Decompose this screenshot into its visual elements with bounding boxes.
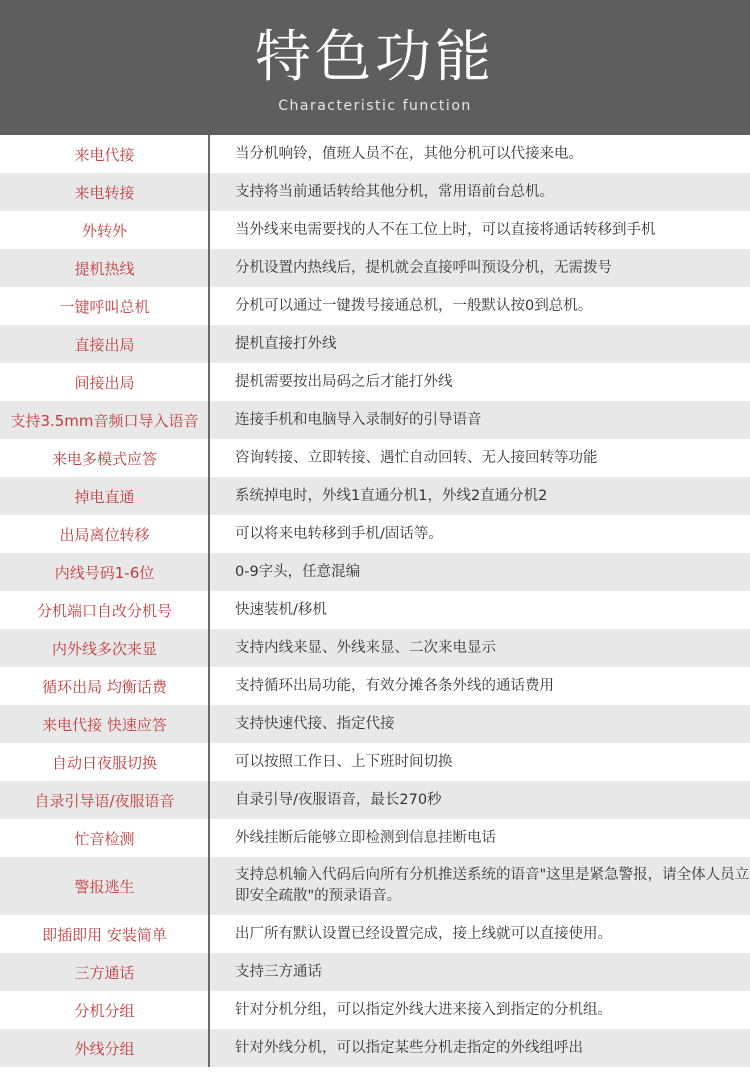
table-row bbox=[0, 857, 750, 915]
table-row bbox=[0, 591, 750, 629]
feature-description: 支持将当前通话转给其他分机，常用语前台总机。 bbox=[235, 183, 554, 200]
feature-name: 来电多模式应答 bbox=[51, 449, 157, 468]
feature-name: 一键呼叫总机 bbox=[59, 297, 150, 316]
table-row bbox=[0, 287, 750, 325]
table-row bbox=[0, 629, 750, 667]
table-row bbox=[0, 743, 750, 781]
feature-description: 当外线来电需要找的人不在工位上时，可以直接将通话转移到手机 bbox=[235, 221, 656, 238]
feature-name: 忙音检测 bbox=[74, 829, 135, 848]
column-divider bbox=[208, 135, 210, 1067]
feature-description: 针对分机分组，可以指定外线大进来接入到指定的分机组。 bbox=[235, 1001, 612, 1018]
feature-name: 提机热线 bbox=[74, 259, 135, 278]
feature-name: 分机端口自改分机号 bbox=[36, 601, 172, 620]
feature-description: 自录引导/夜服语音，最长270秒 bbox=[235, 791, 442, 808]
table-row bbox=[0, 439, 750, 477]
table-row bbox=[0, 1029, 750, 1067]
feature-name: 三方通话 bbox=[74, 963, 135, 982]
feature-name: 来电代接 bbox=[74, 145, 135, 164]
feature-description: 提机需要按出局码之后才能打外线 bbox=[235, 373, 453, 390]
table-row bbox=[0, 819, 750, 857]
feature-description: 快速装机/移机 bbox=[235, 601, 327, 618]
feature-description: 出厂所有默认设置已经设置完成，接上线就可以直接使用。 bbox=[235, 925, 612, 942]
table-row bbox=[0, 991, 750, 1029]
table-row bbox=[0, 325, 750, 363]
feature-description: 外线挂断后能够立即检测到信息挂断电话 bbox=[235, 829, 496, 846]
table-row bbox=[0, 915, 750, 953]
table-row bbox=[0, 249, 750, 287]
table-row bbox=[0, 781, 750, 819]
feature-name: 内线号码1-6位 bbox=[54, 563, 155, 582]
feature-description: 咨询转接、立即转接、遇忙自动回转、无人接回转等功能 bbox=[235, 449, 598, 466]
feature-description: 支持内线来显、外线来显、二次来电显示 bbox=[235, 639, 496, 656]
table-row bbox=[0, 477, 750, 515]
feature-description: 分机设置内热线后，提机就会直接呼叫预设分机，无需拨号 bbox=[235, 259, 612, 276]
feature-description: 支持循环出局功能，有效分摊各条外线的通话费用 bbox=[235, 677, 554, 694]
page-header bbox=[0, 0, 750, 135]
feature-description: 分机可以通过一键拨号接通总机，一般默认按0到总机。 bbox=[235, 297, 593, 314]
feature-description: 0-9字头，任意混编 bbox=[235, 563, 361, 580]
table-row bbox=[0, 211, 750, 249]
feature-name: 外线分组 bbox=[74, 1039, 135, 1058]
feature-name: 掉电直通 bbox=[74, 487, 135, 506]
feature-description: 支持三方通话 bbox=[235, 963, 322, 980]
feature-name: 支持3.5mm音频口导入语音 bbox=[10, 411, 199, 430]
feature-name: 内外线多次来显 bbox=[51, 639, 157, 658]
feature-description: 针对外线分机，可以指定某些分机走指定的外线组呼出 bbox=[235, 1039, 583, 1056]
feature-name: 出局离位转移 bbox=[59, 525, 150, 544]
table-row bbox=[0, 135, 750, 173]
feature-description: 提机直接打外线 bbox=[235, 335, 337, 352]
feature-description: 当分机响铃，值班人员不在，其他分机可以代接来电。 bbox=[235, 145, 583, 162]
feature-table bbox=[0, 135, 750, 1067]
table-row bbox=[0, 667, 750, 705]
table-row bbox=[0, 515, 750, 553]
table-row bbox=[0, 553, 750, 591]
feature-description: 系统掉电时，外线1直通分机1，外线2直通分机2 bbox=[235, 487, 548, 504]
feature-description: 连接手机和电脑导入录制好的引导语音 bbox=[235, 411, 482, 428]
page-subtitle: Characteristic function bbox=[278, 98, 472, 114]
feature-name: 即插即用 安装简单 bbox=[42, 925, 167, 944]
feature-description: 可以按照工作日、上下班时间切换 bbox=[235, 753, 453, 770]
feature-name: 来电代接 快速应答 bbox=[42, 715, 167, 734]
table-row bbox=[0, 173, 750, 211]
table-row bbox=[0, 953, 750, 991]
feature-description: 支持总机输入代码后向所有分机推送系统的语音"这里是紧急警报，请全体人员立即安全疏散"的预录语音。 bbox=[235, 867, 750, 904]
feature-description: 支持快速代接、指定代接 bbox=[235, 715, 395, 732]
feature-name: 分机分组 bbox=[74, 1001, 135, 1020]
table-row bbox=[0, 401, 750, 439]
feature-name: 循环出局 均衡话费 bbox=[42, 677, 167, 696]
feature-name: 自录引导语/夜服语音 bbox=[34, 791, 175, 810]
feature-name: 外转外 bbox=[81, 221, 127, 240]
feature-name: 直接出局 bbox=[74, 335, 135, 354]
feature-name: 来电转接 bbox=[74, 183, 135, 202]
page-title: 特色功能 bbox=[255, 25, 495, 90]
feature-name: 自动日夜服切换 bbox=[51, 753, 157, 772]
table-row bbox=[0, 363, 750, 401]
feature-name: 警报逃生 bbox=[74, 877, 135, 896]
feature-description: 可以将来电转移到手机/固话等。 bbox=[235, 525, 443, 542]
feature-name: 间接出局 bbox=[74, 373, 135, 392]
table-row bbox=[0, 705, 750, 743]
